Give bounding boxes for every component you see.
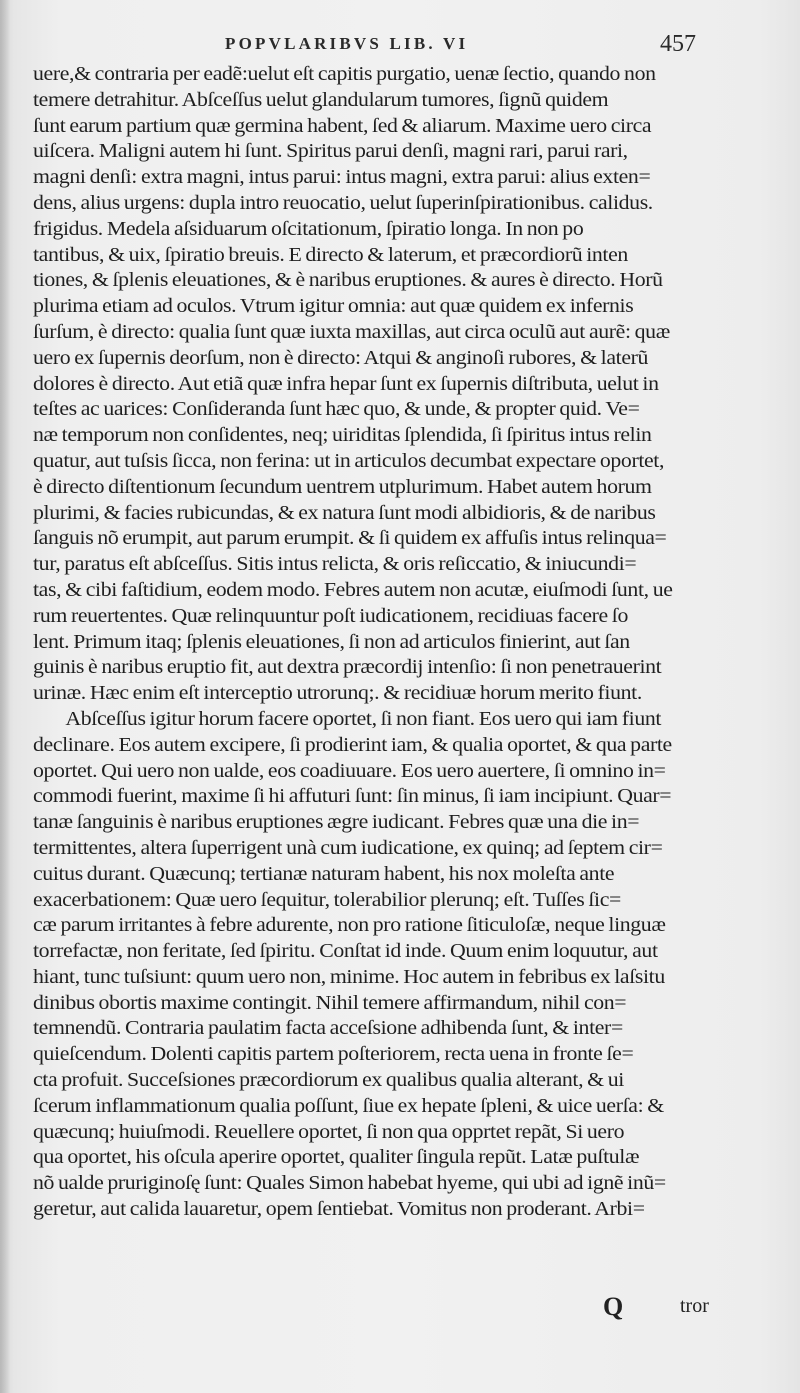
text-line: frigidus. Medela aſsiduarum oſcitationum, ſpiratio longa. In non po xyxy=(33,217,584,240)
text-line: uere,& contraria per eadẽ:uelut eſt capitis purgatio, uenæ ſectio, quando non xyxy=(33,63,656,85)
text-line: exacerbationem: Quæ uero ſequitur, tolerabilior plerunq; eſt. Tuſſes ſic= xyxy=(33,888,621,911)
text-line: guinis è naribus eruptio fit, aut dextra præcordij intenſio: ſi non penetrauerint xyxy=(33,656,662,679)
text-line: termittentes, altera ſuperrigent unà cum iudicatione, ex quinq; ad ſeptem cir= xyxy=(33,836,663,859)
text-line: plurimi, & facies rubicundas, & ex natura ſunt modi albidioris, & de naribus xyxy=(33,501,656,524)
signature-mark: Q xyxy=(603,1292,624,1321)
catchword: tror xyxy=(680,1295,709,1317)
text-line: ſunt earum partium quæ germina habent, ſed & aliarum. Maxime uero circa xyxy=(33,114,652,137)
text-line: temere detrahitur. Abſceſſus uelut glandularum tumores, ſignũ quidem xyxy=(33,88,609,111)
text-line: nõ ualde pruriginoſę ſunt: Quales Simon habebat hyeme, qui ubi ad ignẽ inũ= xyxy=(33,1172,666,1195)
text-line: quieſcendum. Dolenti capitis partem poſteriorem, recta uena in fronte ſe= xyxy=(33,1043,634,1066)
text-line: urinæ. Hæc enim eſt interceptio utrorunq;. & recidiuæ horum merito fiunt. xyxy=(33,682,642,705)
text-line: oportet. Qui uero non ualde, eos coadiuuare. Eos uero auertere, ſi omnino in= xyxy=(33,759,666,782)
text-line: ſcerum inflammationum qualia poſſunt, ſiue ex hepate ſpleni, & uice uerſa: & xyxy=(33,1094,664,1117)
text-line: dolores è directo. Aut etiã quæ infra hepar ſunt ex ſupernis diſtributa, uelut in xyxy=(33,372,659,395)
text-line: commodi fuerint, maxime ſi hi affuturi ſunt: ſin minus, ſi iam incipiunt. Quar= xyxy=(33,785,672,808)
text-line: qua oportet, his oſcula aperire oportet, qualiter ſingula repũt. Latæ puſtulæ xyxy=(33,1146,640,1169)
text-line: cuitus durant. Quæcunq; tertianæ naturam habent, his nox moleſta ante xyxy=(33,862,615,885)
text-line: dinibus obortis maxime contingit. Nihil temere affirmandum, nihil con= xyxy=(33,991,627,1014)
text-line: tiones, & ſplenis eleuationes, & è naribus eruptiones. & aures è directo. Horũ xyxy=(33,269,663,292)
page-number: 457 xyxy=(660,31,696,57)
body-text xyxy=(33,62,733,1223)
text-line: declinare. Eos autem excipere, ſi prodierint iam, & qualia oportet, & qua parte xyxy=(33,733,672,756)
text-line: torrefactæ, non feritate, ſed ſpiritu. Conſtat id inde. Quum enim loquutur, aut xyxy=(33,940,658,963)
text-line: geretur, aut calida lauaretur, opem ſentiebat. Vomitus non proderant. Arbi= xyxy=(33,1198,645,1221)
text-line: næ temporum non conſidentes, neq; uiriditas ſplendida, ſi ſpiritus intus relin xyxy=(33,424,652,447)
text-line: uiſcera. Maligni autem hi ſunt. Spiritus parui denſi, magni rari, parui rari, xyxy=(33,140,628,163)
text-line: rum reuertentes. Quæ relinquuntur poſt iudicationem, recidiuas facere ſo xyxy=(33,604,628,627)
text-line: quatur, aut tuſsis ſicca, non ferina: ut in articulos decumbat expectare oportet, xyxy=(33,449,665,472)
text-line: cta profuit. Succeſsiones præcordiorum ex qualibus qualia alterant, & ui xyxy=(33,1069,624,1092)
text-line: hiant, tunc tuſsiunt: quum uero non, minime. Hoc autem in febribus ex laſsitu xyxy=(33,965,665,988)
text-line: magni denſi: extra magni, intus parui: intus magni, extra parui: alius exten= xyxy=(33,166,651,189)
text-line: quæcunq; huiuſmodi. Reuellere oportet, ſi non qua opprtet repãt, Si uero xyxy=(33,1120,625,1143)
text-line: lent. Primum itaq; ſplenis eleuationes, ſi non ad articulos finierint, aut ſan xyxy=(33,630,630,653)
text-line: dens, alius urgens: dupla intro reuocatio, uelut ſuperinſpirationibus. calidus. xyxy=(33,191,653,214)
gutter-shadow xyxy=(0,0,10,1393)
text-line: ſanguis nõ erumpit, aut parum erumpit. & ſi quidem ex affuſis intus relinqua= xyxy=(33,527,667,550)
text-line: tur, paratus eſt abſceſſus. Sitis intus relicta, & oris reſiccatio, & iniucundi= xyxy=(33,553,637,576)
text-line: tas, & cibi faſtidium, eodem modo. Febres autem non acutæ, eiuſmodi ſunt, ue xyxy=(33,578,673,601)
text-line: è directo diſtentionum ſecundum uentrem utplurimum. Habet autem horum xyxy=(33,475,652,498)
text-line: cæ parum irritantes à febre adurente, non pro ratione ſiticuloſæ, neque linguæ xyxy=(33,914,666,937)
text-line: uero ex ſupernis deorſum, non è directo: Atqui & anginoſi rubores, & laterũ xyxy=(33,346,649,369)
footer-line xyxy=(0,1292,800,1322)
text-line: temnendũ. Contraria paulatim facta acceſsione adhibenda ſunt, & inter= xyxy=(33,1017,623,1040)
running-head: POPVLARIBVS LIB. VI xyxy=(225,34,469,53)
text-line: tanæ ſanguinis è naribus eruptiones ægre iudicant. Febres quæ una die in= xyxy=(33,811,640,834)
text-line: teſtes ac uarices: Conſideranda ſunt hæc quo, & unde, & propter quid. Ve= xyxy=(33,398,640,421)
text-line: Abſceſſus igitur horum facere oportet, ſi non fiant. Eos uero qui iam fiunt xyxy=(65,707,662,730)
text-line: tantibus, & uix, ſpiratio breuis. E directo & laterum, et præcordiorũ inten xyxy=(33,243,628,266)
text-line: ſurſum, è directo: qualia ſunt quæ iuxta maxillas, aut circa oculũ aut aurẽ: quæ xyxy=(33,320,670,343)
text-line: plurima etiam ad oculos. Vtrum igitur omnia: aut quæ quidem ex infernis xyxy=(33,295,634,318)
